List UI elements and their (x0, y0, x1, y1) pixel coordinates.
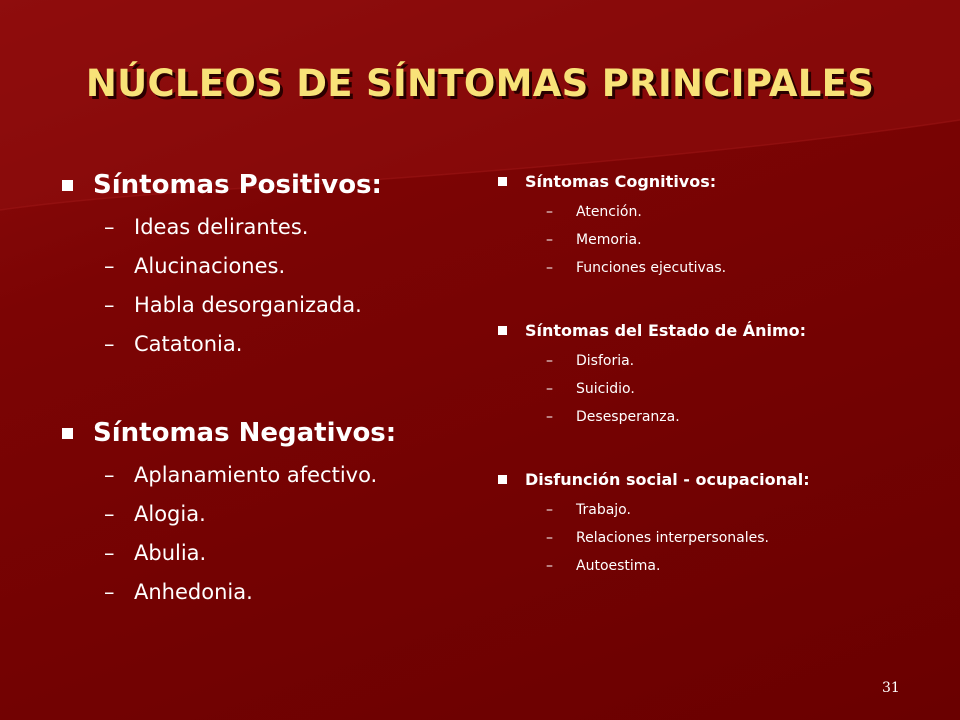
list-item: – Aplanamiento afectivo. (104, 456, 482, 495)
list-item: – Autoestima. (546, 552, 938, 580)
dash-bullet: – (104, 215, 115, 239)
square-bullet-icon (498, 326, 507, 335)
section-positive-symptoms (62, 170, 482, 364)
dash-bullet: – (546, 530, 553, 546)
dash-bullet: – (104, 580, 115, 604)
list-item: – Anhedonia. (104, 573, 482, 612)
square-bullet-icon (498, 475, 507, 484)
page-number: 31 (882, 680, 900, 696)
dash-bullet: – (546, 353, 553, 369)
section-heading: Síntomas Positivos: (93, 170, 382, 200)
list-item: – Alogia. (104, 495, 482, 534)
list-item: – Alucinaciones. (104, 247, 482, 286)
square-bullet-icon (62, 428, 73, 439)
list-item: – Trabajo. (546, 496, 938, 524)
list-item: – Habla desorganizada. (104, 286, 482, 325)
symptom-list (498, 347, 938, 431)
dash-bullet: – (546, 232, 553, 248)
right-column (498, 172, 938, 580)
left-column (62, 170, 482, 612)
dash-bullet: – (546, 502, 553, 518)
list-item: – Funciones ejecutivas. (546, 254, 938, 282)
dash-bullet: – (104, 463, 115, 487)
dash-bullet: – (104, 254, 115, 278)
section-negative-symptoms (62, 418, 482, 612)
dash-bullet: – (546, 260, 553, 276)
dash-bullet: – (104, 502, 115, 526)
square-bullet-icon (498, 177, 507, 186)
list-item: – Ideas delirantes. (104, 208, 482, 247)
list-item: – Abulia. (104, 534, 482, 573)
list-item: – Disforia. (546, 347, 938, 375)
symptom-list (498, 496, 938, 580)
dash-bullet: – (546, 381, 553, 397)
symptom-list (498, 198, 938, 282)
symptom-list (62, 208, 482, 364)
dash-bullet: – (546, 409, 553, 425)
dash-bullet: – (104, 293, 115, 317)
list-item: – Atención. (546, 198, 938, 226)
section-heading: Síntomas del Estado de Ánimo: (525, 321, 807, 340)
section-heading: Disfunción social - ocupacional: (525, 470, 810, 489)
section-heading: Síntomas Cognitivos: (525, 172, 717, 191)
list-item: – Relaciones interpersonales. (546, 524, 938, 552)
list-item: – Suicidio. (546, 375, 938, 403)
square-bullet-icon (62, 180, 73, 191)
dash-bullet: – (104, 541, 115, 565)
dash-bullet: – (104, 332, 115, 356)
list-item: – Desesperanza. (546, 403, 938, 431)
section-cognitive-symptoms (498, 172, 938, 282)
dash-bullet: – (546, 558, 553, 574)
list-item: – Memoria. (546, 226, 938, 254)
symptom-list (62, 456, 482, 612)
section-social-dysfunction (498, 470, 938, 580)
list-item: – Catatonia. (104, 325, 482, 364)
dash-bullet: – (546, 204, 553, 220)
slide-title: NÚCLEOS DE SÍNTOMAS PRINCIPALES (85, 62, 875, 105)
section-mood-symptoms (498, 321, 938, 431)
section-heading: Síntomas Negativos: (93, 418, 397, 448)
